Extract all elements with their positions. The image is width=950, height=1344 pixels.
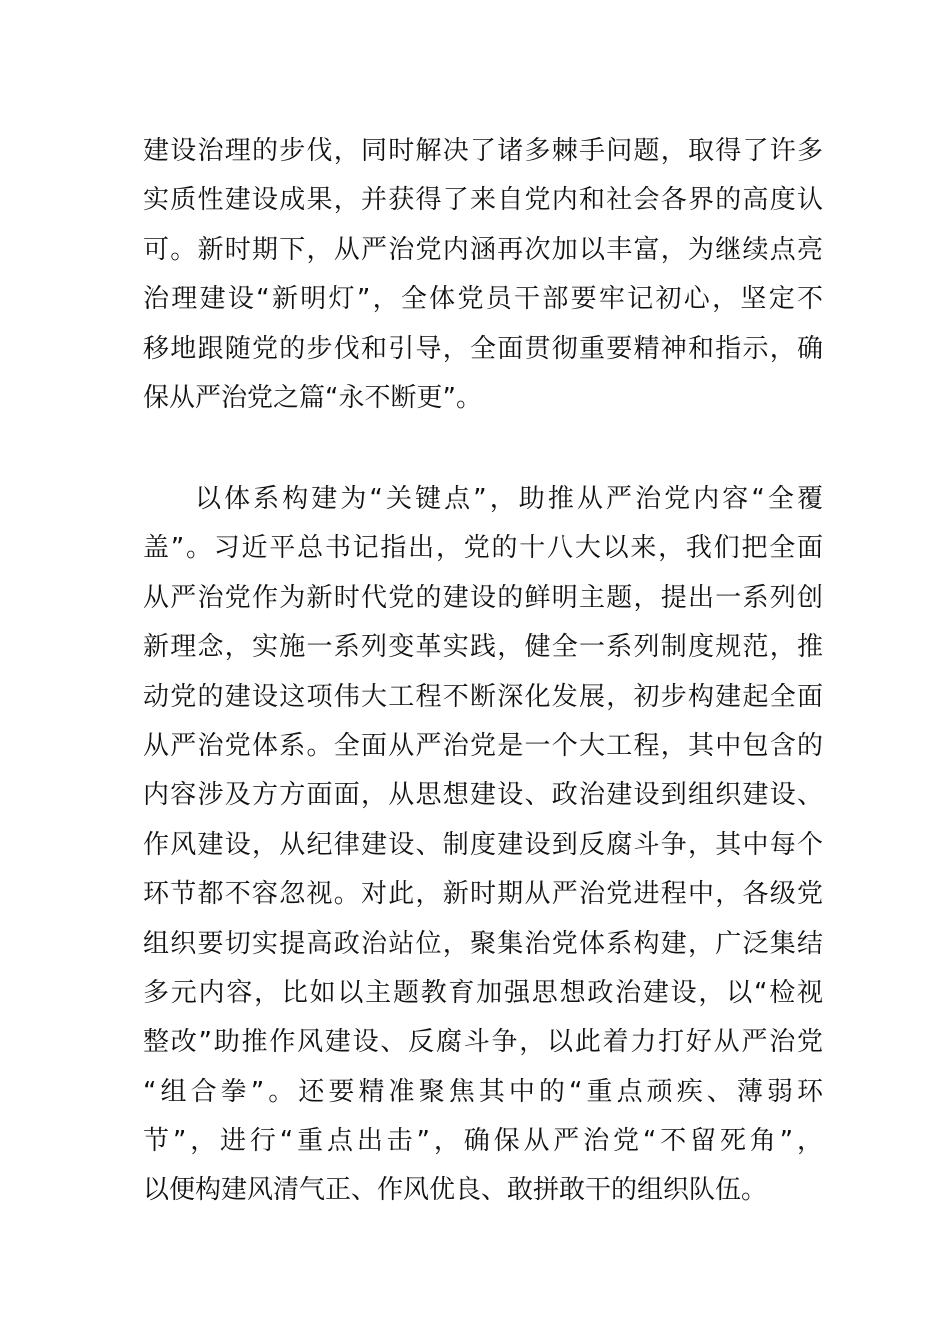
text-line: 节”，进行“重点出击”，确保从严治党“不留死角”， xyxy=(143,1126,823,1157)
text-line: 环节都不容忽视。对此，新时期从严治党进程中，各级党 xyxy=(143,879,823,910)
text-line: 盖”。习近平总书记指出，党的十八大以来，我们把全面 xyxy=(143,533,823,564)
text-line: 实质性建设成果，并获得了来自党内和社会各界的高度认 xyxy=(143,185,823,216)
text-line: 建设治理的步伐，同时解决了诸多棘手问题，取得了许多 xyxy=(143,136,823,166)
text-line: 整改”助推作风建设、反腐斗争，以此着力打好从严治党 xyxy=(143,1027,823,1058)
text-line: 多元内容，比如以主题教育加强思想政治建设，以“检视 xyxy=(143,977,823,1008)
paragraph-continued xyxy=(143,127,823,423)
text-line: 以体系构建为“关键点”，助推从严治党内容“全覆 xyxy=(195,484,823,514)
text-line: 动党的建设这项伟大工程不断深化发展，初步构建起全面 xyxy=(143,681,823,712)
paragraph-system-building xyxy=(143,475,823,1216)
text-line: 作风建设，从纪律建设、制度建设到反腐斗争，其中每个 xyxy=(143,829,823,860)
text-line: 以便构建风清气正、作风优良、敢拼敢干的组织队伍。 xyxy=(143,1175,768,1206)
text-line: 保从严治党之篇“永不断更”。 xyxy=(143,382,482,413)
text-line: 治理建设“新明灯”，全体党员干部要牢记初心，坚定不 xyxy=(143,284,823,315)
text-line: 可。新时期下，从严治党内涵再次加以丰富，为继续点亮 xyxy=(143,234,823,265)
text-line: “组合拳”。还要精准聚焦其中的“重点顽疾、薄弱环 xyxy=(143,1076,823,1107)
text-line: 新理念，实施一系列变革实践，健全一系列制度规范，推 xyxy=(143,632,823,663)
text-line: 组织要切实提高政治站位，聚集治党体系构建，广泛集结 xyxy=(143,928,823,959)
text-line: 内容涉及方方面面，从思想建设、政治建设到组织建设、 xyxy=(143,780,823,811)
text-line: 移地跟随党的步伐和引导，全面贯彻重要精神和指示，确 xyxy=(143,333,823,364)
text-line: 从严治党体系。全面从严治党是一个大工程，其中包含的 xyxy=(143,730,823,761)
text-line: 从严治党作为新时代党的建设的鲜明主题，提出一系列创 xyxy=(143,582,823,613)
